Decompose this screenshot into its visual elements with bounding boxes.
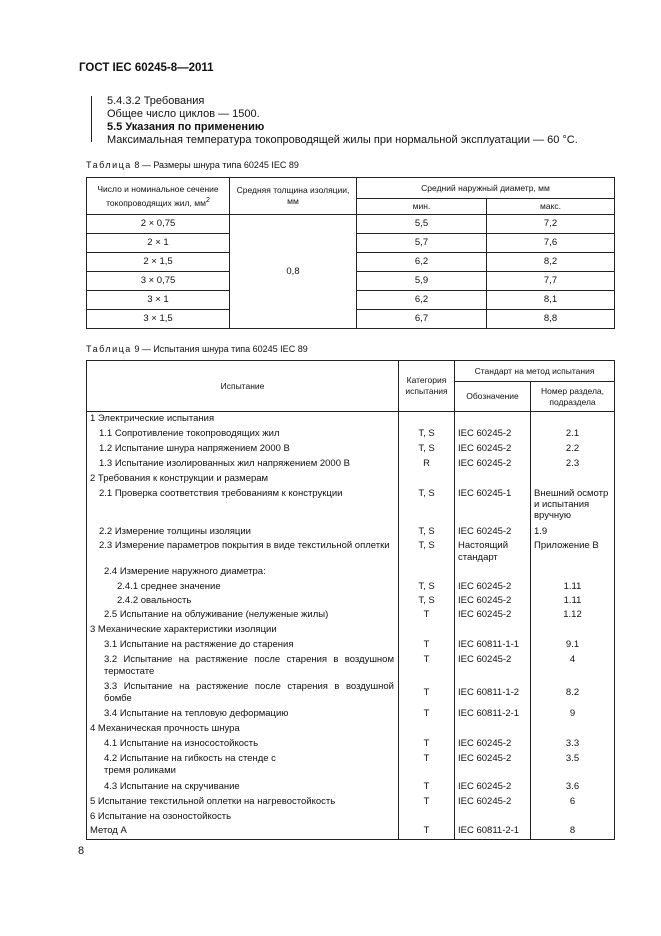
table9-clause: 9.1 xyxy=(531,638,615,653)
table9-test: 2 Требования к конструкции и размерам xyxy=(87,472,399,487)
table8-caption-word: Таблица xyxy=(86,160,132,170)
table9-category: T xyxy=(399,752,455,780)
table9-caption-word: Таблица xyxy=(86,344,132,354)
table9-test: 2.4 Измерение наружного диаметра: xyxy=(87,565,399,580)
table9-test: 2.1 Проверка соответствия требованиям к конструкции xyxy=(87,487,399,525)
table9-clause: 1.9 xyxy=(531,525,615,539)
table8-min: 5,7 xyxy=(357,234,487,253)
table9-caption xyxy=(86,344,308,354)
clause-heading xyxy=(107,95,204,108)
table8-header-row xyxy=(87,178,615,199)
table9-designation xyxy=(455,565,531,580)
table8-header-max: макс. xyxy=(487,199,615,215)
revision-bar xyxy=(91,96,92,142)
table9-header-category: Категория испытания xyxy=(399,361,455,412)
table9-clause: Приложение В xyxy=(531,539,615,565)
table9-category: T xyxy=(399,824,455,840)
table8-header-thickness: Средняя толщина изоляции, мм xyxy=(230,178,357,215)
table9-category xyxy=(399,472,455,487)
table9-clause: 8.2 xyxy=(531,680,615,707)
table9-category: T, S xyxy=(399,580,455,594)
table9-designation: IEC 60811-2-1 xyxy=(455,824,531,840)
table9-category xyxy=(399,722,455,737)
table9-clause xyxy=(531,722,615,737)
table9-clause xyxy=(531,623,615,638)
temperature-text: Максимальная температура токопроводящей жилы при нормальной эксплуатации — 60 °С. xyxy=(107,134,578,146)
clause-title: Требования xyxy=(143,95,205,107)
table9-clause: 2.3 xyxy=(531,457,615,472)
table8-section: 2 × 0,75 xyxy=(87,215,230,234)
table-row xyxy=(87,752,615,780)
table9-header-test: Испытание xyxy=(87,361,399,412)
table8-min: 6,7 xyxy=(357,310,487,329)
table9-designation: IEC 60245-2 xyxy=(455,457,531,472)
table8-header-section-sup: 2 xyxy=(205,195,210,204)
table9-category xyxy=(399,810,455,824)
clause-number: 5.4.3.2 xyxy=(107,95,141,107)
table9-category: T, S xyxy=(399,487,455,525)
table9-designation: IEC 60245-2 xyxy=(455,752,531,780)
table9-category: T xyxy=(399,680,455,707)
table9-designation: IEC 60245-2 xyxy=(455,580,531,594)
table9-test: 4.3 Испытание на скручивание xyxy=(87,780,399,795)
table8-section: 2 × 1,5 xyxy=(87,253,230,272)
table8-section: 3 × 1,5 xyxy=(87,310,230,329)
table8-header-section-text: Число и номинальное сечение токопроводящих жил, мм xyxy=(97,183,219,208)
table9-test: 1.2 Испытание шнура напряжением 2000 В xyxy=(87,442,399,457)
table9-test: 2.4.2 овальность xyxy=(87,594,399,608)
page-number: 8 xyxy=(78,845,85,857)
table9-test: 4.2 Испытание на гибкость на стенде с тремя роликами xyxy=(87,752,399,780)
table9-clause: 3.6 xyxy=(531,780,615,795)
table9-designation: IEC 60245-2 xyxy=(455,427,531,442)
table9-designation xyxy=(455,412,531,427)
table9-designation: IEC 60245-2 xyxy=(455,653,531,680)
table9-test: 4.1 Испытание на износостойкость xyxy=(87,737,399,752)
table8-max: 8,8 xyxy=(487,310,615,329)
table9-category: T xyxy=(399,780,455,795)
table9-category: T, S xyxy=(399,525,455,539)
table-row xyxy=(87,780,615,795)
table8-min: 5,9 xyxy=(357,272,487,291)
table9-category: R xyxy=(399,457,455,472)
table9-test: 2.4.1 среднее значение xyxy=(87,580,399,594)
section-title: Указания по применению xyxy=(125,121,265,133)
table8-max: 7,2 xyxy=(487,215,615,234)
table9-test: 3.1 Испытание на растяжение до старения xyxy=(87,638,399,653)
table9-designation xyxy=(455,623,531,638)
table9-test: 2.3 Измерение параметров покрытия в виде текстильной оплетки xyxy=(87,539,399,565)
table9-header-row xyxy=(87,361,615,382)
table9-category: T, S xyxy=(399,427,455,442)
table8-max: 8,2 xyxy=(487,253,615,272)
table-row xyxy=(87,795,615,810)
table8-header-section xyxy=(87,178,230,215)
table9-category: T xyxy=(399,795,455,810)
table9-clause: 2.2 xyxy=(531,442,615,457)
table9 xyxy=(86,360,615,840)
table-row xyxy=(87,412,615,427)
table9-caption-text: 9 — Испытания шнура типа 60245 IEC 89 xyxy=(134,344,308,354)
table8-section: 3 × 0,75 xyxy=(87,272,230,291)
table8-section: 3 × 1 xyxy=(87,291,230,310)
table9-test: 1.1 Сопротивление токопроводящих жил xyxy=(87,427,399,442)
table8-max: 7,7 xyxy=(487,272,615,291)
table8-max: 7,6 xyxy=(487,234,615,253)
table9-test: 3 Механические характеристики изоляции xyxy=(87,623,399,638)
table9-category: T xyxy=(399,653,455,680)
table-row xyxy=(87,525,615,539)
table9-clause: 9 xyxy=(531,707,615,722)
table9-clause xyxy=(531,565,615,580)
table-row xyxy=(87,653,615,680)
table9-designation: IEC 60245-2 xyxy=(455,780,531,795)
table-row xyxy=(87,608,615,623)
table9-designation: IEC 60811-1-2 xyxy=(455,680,531,707)
table9-designation: IEC 60811-2-1 xyxy=(455,707,531,722)
table9-designation: IEC 60245-2 xyxy=(455,525,531,539)
table9-category: T xyxy=(399,608,455,623)
table-row xyxy=(87,215,615,234)
standard-header: ГОСТ IEC 60245-8—2011 xyxy=(79,62,214,74)
table-row xyxy=(87,594,615,608)
table8-min: 5,5 xyxy=(357,215,487,234)
table9-test: 3.2 Испытание на растяжение после старения в воздушном термостате xyxy=(87,653,399,680)
table-row xyxy=(87,623,615,638)
table9-designation: IEC 60245-2 xyxy=(455,737,531,752)
table9-test: 3.4 Испытание на тепловую деформацию xyxy=(87,707,399,722)
table-row xyxy=(87,472,615,487)
table9-designation: IEC 60245-2 xyxy=(455,442,531,457)
table9-test: 1.3 Испытание изолированных жил напряжением 2000 В xyxy=(87,457,399,472)
section-heading xyxy=(107,121,264,134)
table9-clause: Внешний осмотр и испытания вручную xyxy=(531,487,615,525)
table-row xyxy=(87,707,615,722)
table8-max: 8,1 xyxy=(487,291,615,310)
table9-clause: 3.3 xyxy=(531,737,615,752)
table9-designation xyxy=(455,472,531,487)
table9-designation: IEC 60245-2 xyxy=(455,795,531,810)
table-row xyxy=(87,722,615,737)
table8-min: 6,2 xyxy=(357,253,487,272)
table8-thickness: 0,8 xyxy=(230,215,357,329)
table9-test: 4 Механическая прочность шнура xyxy=(87,722,399,737)
table8-header-diameter: Средний наружный диаметр, мм xyxy=(357,178,615,199)
table9-category: T, S xyxy=(399,594,455,608)
table9-clause xyxy=(531,472,615,487)
table9-test: 2.2 Измерение толщины изоляции xyxy=(87,525,399,539)
table9-designation: IEC 60245-1 xyxy=(455,487,531,525)
table9-category: T xyxy=(399,707,455,722)
table9-clause: 3.5 xyxy=(531,752,615,780)
table9-category: T xyxy=(399,638,455,653)
table-row xyxy=(87,680,615,707)
section-number: 5.5 xyxy=(107,121,123,133)
table9-designation: IEC 60245-2 xyxy=(455,608,531,623)
table9-designation: IEC 60245-2 xyxy=(455,594,531,608)
table-row xyxy=(87,638,615,653)
table9-clause: 1.11 xyxy=(531,580,615,594)
table-row xyxy=(87,427,615,442)
table9-clause xyxy=(531,810,615,824)
table-row xyxy=(87,810,615,824)
table8-min: 6,2 xyxy=(357,291,487,310)
table9-test: 1 Электрические испытания xyxy=(87,412,399,427)
table9-header-standard: Стандарт на метод испытания xyxy=(455,361,615,382)
table9-designation: Настоящий стандарт xyxy=(455,539,531,565)
table-row xyxy=(87,457,615,472)
table-row xyxy=(87,442,615,457)
table9-clause: 8 xyxy=(531,824,615,840)
table9-category xyxy=(399,565,455,580)
table9-clause: 6 xyxy=(531,795,615,810)
table8-header-min: мин. xyxy=(357,199,487,215)
table9-header-designation: Обозначение xyxy=(455,382,531,412)
table9-category: T xyxy=(399,737,455,752)
table8-caption-text: 8 — Размеры шнура типа 60245 IEC 89 xyxy=(134,160,299,170)
table-row xyxy=(87,565,615,580)
table8-caption xyxy=(86,160,299,170)
table8 xyxy=(86,177,615,329)
table9-designation xyxy=(455,810,531,824)
table-row xyxy=(87,824,615,840)
table9-clause: 1.12 xyxy=(531,608,615,623)
table9-category xyxy=(399,623,455,638)
table9-category xyxy=(399,412,455,427)
table-row xyxy=(87,539,615,565)
table8-section: 2 × 1 xyxy=(87,234,230,253)
table9-designation xyxy=(455,722,531,737)
table-row xyxy=(87,487,615,525)
table9-clause: 1.11 xyxy=(531,594,615,608)
table9-category: T, S xyxy=(399,442,455,457)
table9-category: T, S xyxy=(399,539,455,565)
table9-test: 5 Испытание текстильной оплетки на нагревостойкость xyxy=(87,795,399,810)
table9-clause xyxy=(531,412,615,427)
cycles-text: Общее число циклов — 1500. xyxy=(107,108,260,120)
table9-designation: IEC 60811-1-1 xyxy=(455,638,531,653)
table9-clause: 4 xyxy=(531,653,615,680)
table9-test: 6 Испытание на озоностойкость xyxy=(87,810,399,824)
table9-header-clause: Номер раздела, подраздела xyxy=(531,382,615,412)
table9-test: Метод А xyxy=(87,824,399,840)
table9-test: 2.5 Испытание на облуживание (нелуженые жилы) xyxy=(87,608,399,623)
table-row xyxy=(87,737,615,752)
table9-clause: 2.1 xyxy=(531,427,615,442)
table9-test: 3.3 Испытание на растяжение после старения в воздушной бомбе xyxy=(87,680,399,707)
table-row xyxy=(87,580,615,594)
